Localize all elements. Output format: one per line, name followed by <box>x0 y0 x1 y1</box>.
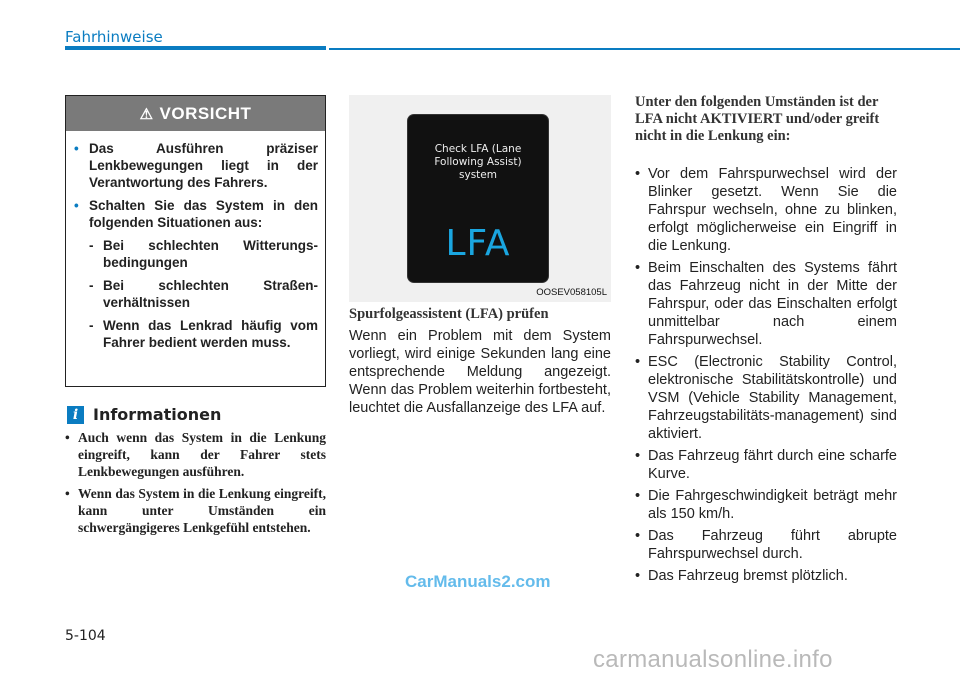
info-list <box>65 429 326 541</box>
header-rule-thick <box>65 46 326 50</box>
caution-bullet <box>74 140 318 191</box>
condition-item: • Die Fahrgeschwindigkeit beträgt mehr als 150 km/h. <box>635 488 897 522</box>
caution-bullet <box>74 197 318 231</box>
info-icon: i <box>67 406 84 424</box>
condition-item: • Das Fahrzeug fährt durch eine scharfe Kurve. <box>635 448 897 482</box>
condition-item: • Das Fahrzeug bremst plötzlich. <box>635 568 848 584</box>
conditions-heading: Unter den folgenden Umständen ist der LFA nicht AKTIVIERT und/oder greift nicht in die Lenkung ein: <box>635 94 880 144</box>
header-rule-thin <box>329 48 960 50</box>
section-title: Fahrhinweise <box>65 28 163 46</box>
info-item-text: Auch wenn das System in die Lenkung eingreift, kann der Fahrer stets Lenkbewegungen ausführen. <box>78 430 326 479</box>
caution-sub-item: - Bei schlechten Straßen-verhältnissen <box>89 278 318 310</box>
condition-item: • Das Fahrzeug führt abrupte Fahrspurwechsel durch. <box>635 528 897 562</box>
info-header <box>67 405 221 424</box>
bullet-dot-icon: • <box>74 198 79 213</box>
caution-sub-item: - Bei schlechten Witterungs-bedingungen <box>89 238 318 270</box>
condition-text: Das Fahrzeug fährt durch eine scharfe Kurve. <box>648 448 897 482</box>
caution-sub-text: Bei schlechten Straßen-verhältnissen <box>103 278 318 310</box>
conditions-list <box>635 165 897 589</box>
condition-item: • ESC (Electronic Stability Control, elektronische Stabilitätskontrolle) und VSM (Vehicle Stability Management, Fahrzeugstabilitäts-management) sind aktiviert. <box>635 354 897 442</box>
watermark-link[interactable]: CarManuals2.com <box>405 572 551 591</box>
caution-title: VORSICHT <box>159 103 252 123</box>
info-title: Informationen <box>93 405 222 424</box>
caution-header <box>66 96 325 131</box>
condition-text: Vor dem Fahrspurwechsel wird der Blinker gesetzt. Wenn Sie die Fahrspur wechseln, ohne zu blinken, erfolgt möglicherweise ein Eingriff in die Lenkung. <box>648 166 897 254</box>
bullet-dot-icon: • <box>74 141 79 156</box>
lfa-indicator: LFA <box>445 223 511 264</box>
info-item: • Wenn das System in die Lenkung eingreift, kann unter Umständen ein schwergängigeres Lenkgefühl entstehen. <box>65 486 326 535</box>
caution-sub-text: Bei schlechten Witterungs-bedingungen <box>103 238 318 270</box>
caution-sub-text: Wenn das Lenkrad häufig vom Fahrer bedient werden muss. <box>103 318 318 350</box>
figure-code: OOSEV058105L <box>536 287 607 298</box>
condition-item: • Vor dem Fahrspurwechsel wird der Blinker gesetzt. Wenn Sie die Fahrspur wechseln, ohne zu blinken, erfolgt möglicherweise ein Eingriff in die Lenkung. <box>635 166 897 254</box>
condition-item: • Beim Einschalten des Systems fährt das Fahrzeug nicht in der Mitte der Fahrspur, oder das Einschalten erfolgt unmittelbar nach einem Fahrspurwechsel. <box>635 260 897 348</box>
footer-site-link[interactable]: carmanualsonline.info <box>593 646 833 673</box>
lfa-check-paragraph: Wenn ein Problem mit dem System vorliegt, wird einige Sekunden lang eine entsprechende Meldung angezeigt. Wenn das Problem weiterhin fortbesteht, leuchtet die Ausfallanzeige des LFA auf. <box>349 328 611 416</box>
lfa-check-heading: Spurfolgeassistent (LFA) prüfen <box>349 306 549 322</box>
cluster-display <box>408 115 548 282</box>
page-number: 5-104 <box>65 628 106 644</box>
condition-text: Beim Einschalten des Systems fährt das Fahrzeug nicht in der Mitte der Fahrspur, oder das Einschalten erfolgt unmittelbar nach einem Fahrspurwechsel. <box>648 260 897 348</box>
condition-text: Das Fahrzeug bremst plötzlich. <box>648 568 848 584</box>
caution-body <box>66 131 325 351</box>
lfa-figure <box>349 95 611 302</box>
condition-text: ESC (Electronic Stability Control, elektronische Stabilitätskontrolle) und VSM (Vehicle Stability Management, Fahrzeugstabilitäts-management) sind aktiviert. <box>648 354 897 442</box>
caution-sub-item: - Wenn das Lenkrad häufig vom Fahrer bedient werden muss. <box>89 318 318 350</box>
warning-triangle-icon: ⚠ <box>139 105 154 123</box>
display-message: Check LFA (Lane Following Assist) system <box>434 143 522 181</box>
condition-text: Die Fahrgeschwindigkeit beträgt mehr als 150 km/h. <box>648 488 897 522</box>
condition-text: Das Fahrzeug führt abrupte Fahrspurwechsel durch. <box>648 528 897 562</box>
caution-box <box>65 95 326 387</box>
info-item: • Auch wenn das System in die Lenkung eingreift, kann der Fahrer stets Lenkbewegungen ausführen. <box>65 430 326 479</box>
caution-bullet-text: Das Ausführen präziser Lenkbewegungen liegt in der Verantwortung des Fahrers. <box>89 141 318 190</box>
info-item-text: Wenn das System in die Lenkung eingreift, kann unter Umständen ein schwergängigeres Lenkgefühl entstehen. <box>78 486 326 535</box>
caution-bullet-text: Schalten Sie das System in den folgenden Situationen aus: <box>89 198 318 230</box>
